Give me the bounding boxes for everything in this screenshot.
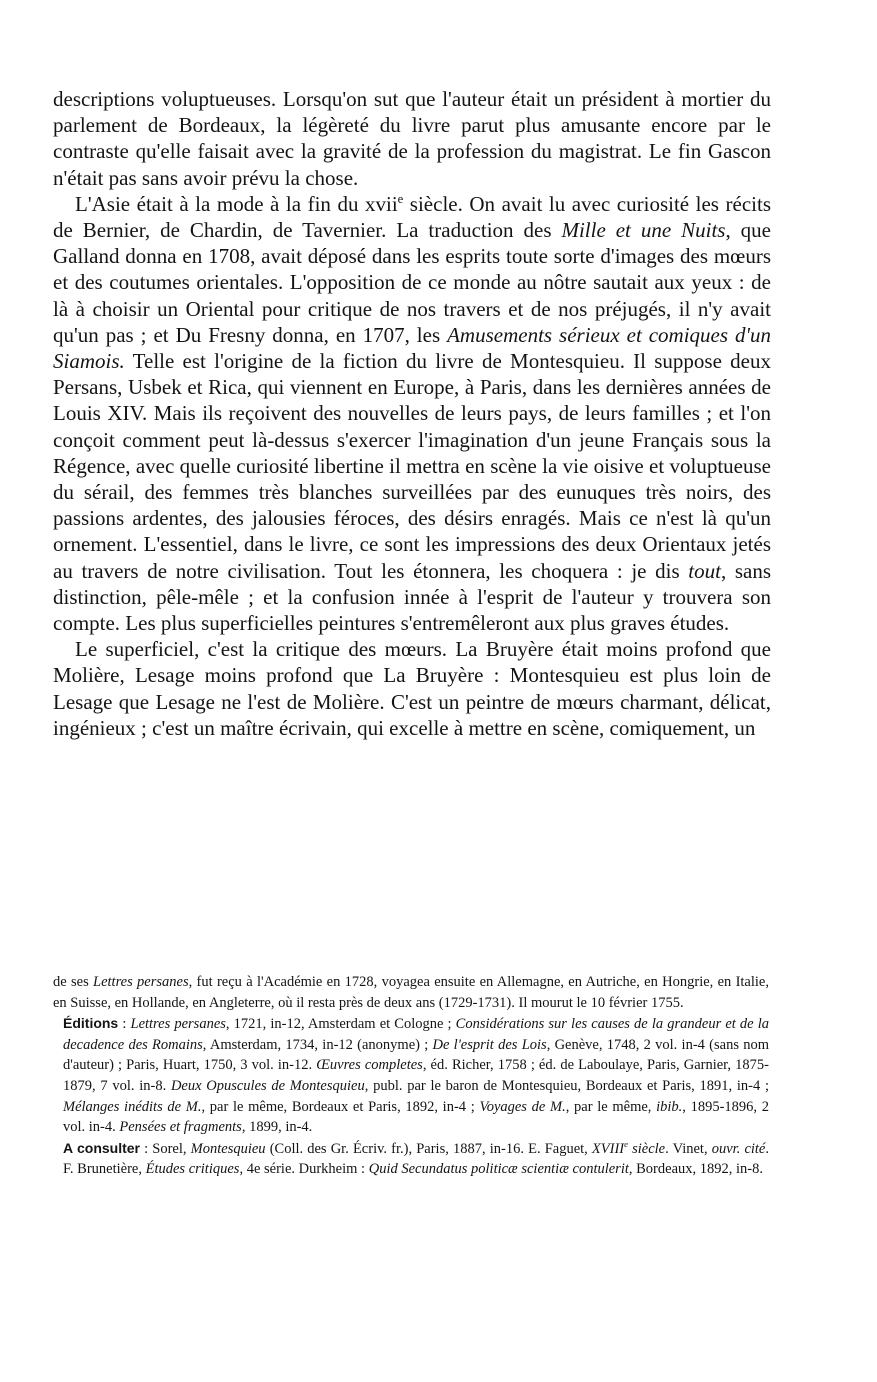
text-run: , Bordeaux, 1892, in-8.: [628, 1161, 763, 1178]
book-title: ouvr. cité: [711, 1140, 766, 1157]
paragraph-3: [53, 636, 771, 741]
text-run: , que Galland donna en 1708, avait déposé dans les esprits toute sorte d'images des mœurs et des coutumes orientales. L'opposition de ce monde au nôtre sautait aux yeux : de là à choisir un Oriental pour critique de nos travers et de nos préjugés, il n'y avait qu'un pas ; et Du Fresny donna, en 1707, les: [53, 218, 771, 347]
book-title: Mille et une Nuits: [561, 218, 726, 243]
text-run: , 1895-1896, 2 vol. in-4.: [63, 1098, 769, 1136]
footnote-references: [53, 1138, 769, 1180]
book-title: De l'esprit des Lois: [432, 1036, 547, 1053]
book-title: Mélanges inédits de M.: [63, 1098, 202, 1115]
text-run: (Coll. des Gr. Écriv. fr.), Paris, 1887, in-16. E. Faguet,: [265, 1140, 592, 1157]
book-title: Lettres persanes: [93, 974, 189, 990]
section-lead: Éditions: [63, 1015, 119, 1032]
section-lead: A consulter: [63, 1139, 140, 1156]
paragraph-3-text: Le superficiel, c'est la critique des mœurs. La Bruyère était moins profond que Molière, Lesage moins profond que La Bruyère : Montesquieu est plus loin de Lesage que Lesage ne l'est de Molière. C'est un peintre de mœurs charmant, délicat, ingénieux ; c'est un maître écrivain, qui excelle à mettre en scène, comiquement, un: [53, 637, 771, 740]
book-title: [591, 1138, 666, 1157]
text-run: siècle: [627, 1140, 666, 1157]
text-run: L'Asie était à la mode à la fin du xvii: [75, 191, 398, 216]
footnote-biography: [53, 972, 769, 1013]
book-title: Œuvres completes: [316, 1057, 423, 1074]
book-title: Études critiques: [145, 1161, 240, 1178]
text-run: : Sorel,: [140, 1140, 191, 1157]
book-title: Lettres persanes: [130, 1016, 226, 1033]
text-run: :: [118, 1016, 131, 1033]
text-run: , par le même,: [565, 1098, 657, 1115]
footnotes: [53, 972, 769, 1180]
emphasis: tout: [688, 558, 721, 583]
text-run: . F. Brunetière,: [63, 1140, 769, 1178]
paragraph-1-text: descriptions voluptueuses. Lorsqu'on sut que l'auteur était un président à mortier du parlement de Bordeaux, la légèreté du livre parut plus amusante encore par le contraste qu'elle faisait avec la gravité de la profession du magistrat. Le fin Gascon n'était pas sans avoir prévu la chose.: [53, 87, 771, 190]
book-title: Considérations sur les causes de la grandeur et de la decadence des Romains: [63, 1016, 769, 1053]
superscript: e: [397, 191, 404, 206]
text-run: , 1899, in-4.: [241, 1119, 313, 1136]
text-run: , fut reçu à l'Académie en 1728, voyagea ensuite en Allemagne, en Autriche, en Hongrie, en Italie, en Suisse, en Hollande, en Angleterre, où il resta près de deux ans (1729-1731). Il mourut le 10 février 1755.: [53, 974, 769, 1011]
text-run: siècle. On avait lu avec curiosité les récits de Bernier, de Chardin, de Tavernier. La traduction des: [53, 191, 771, 243]
text-run: , Amsterdam, 1734, in-12 (anonyme) ;: [202, 1036, 433, 1053]
book-title: Pensées et fragments: [119, 1119, 242, 1136]
book-title: ibib.: [656, 1098, 683, 1115]
book-title: Voyages de M.: [479, 1098, 566, 1115]
text-run: , publ. par le baron de Montesquieu, Bordeaux et Paris, 1891, in-4 ;: [364, 1077, 769, 1094]
text-run: Telle est l'origine de la fiction du livre de Montesquieu. Il suppose deux Persans, Usbek et Rica, qui viennent en Europe, à Paris, dans les dernières années de Louis XIV. Mais ils reçoivent des nouvelles de leurs pays, de leurs familles ; et l'on conçoit comment peut là-dessus s'exercer l'imagination d'un jeune Français sous la Régence, avec quelle curiosité libertine il mettra en scène la vie oisive et voluptueuse du sérail, des femmes très blanches surveillées par des eunuques très noirs, des passions ardentes, des jalousies féroces, des désirs enragés. Mais ce n'est là qu'un ornement. L'essentiel, dans le livre, ce sont les impressions des deux Orientaux jetés au travers de notre civilisation. Tout les étonnera, les choquera : je dis: [53, 349, 771, 583]
book-title: Montesquieu: [190, 1140, 266, 1157]
text-run: , Genève, 1748, 2 vol. in-4 (sans nom d'auteur) ; Paris, Huart, 1750, 3 vol. in-12.: [63, 1036, 769, 1074]
text-run: XVIII: [591, 1140, 625, 1157]
paragraph-2: [53, 191, 771, 636]
footnote-editions: [53, 1013, 769, 1138]
book-title: Quid Secundatus politicæ scientiæ contulerit: [368, 1161, 629, 1178]
paragraph-1: [53, 86, 771, 191]
text-run: , 1721, in-12, Amsterdam et Cologne ;: [225, 1016, 456, 1033]
text-run: , éd. Richer, 1758 ; éd. de Laboulaye, Paris, Garnier, 1875-1879, 7 vol. in-8.: [63, 1057, 769, 1094]
book-title: Deux Opuscules de Montesquieu: [170, 1077, 365, 1094]
text-run: . Vinet,: [665, 1140, 712, 1157]
text-run: de ses: [53, 974, 94, 990]
text-run: , par le même, Bordeaux et Paris, 1892, in-4 ;: [201, 1098, 480, 1115]
superscript: e: [624, 1138, 628, 1149]
text-run: , 4e série. Durkheim :: [239, 1161, 369, 1178]
text-run: , sans distinction, pêle-mêle ; et la confusion innée à l'esprit de l'auteur y trouvera son compte. Les plus superficielles peintures s'entremêleront aux plus graves études.: [53, 558, 771, 636]
main-text: [53, 86, 771, 741]
book-title: Amusements sérieux et comiques d'un Siamois.: [53, 322, 771, 374]
